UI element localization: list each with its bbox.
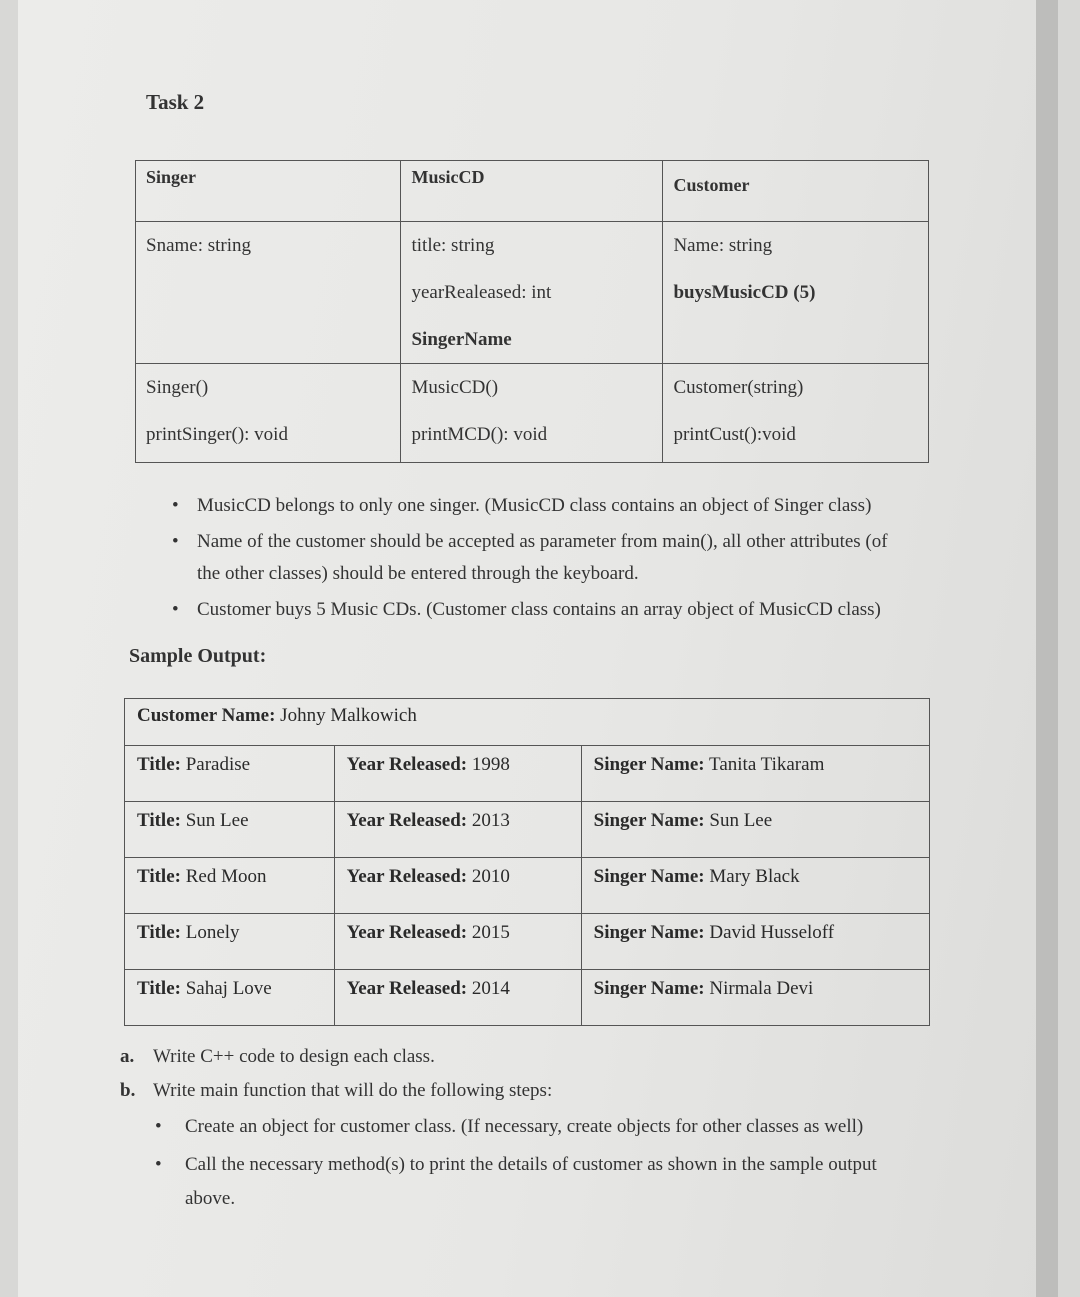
- instruction-text: Write C++ code to design each class.: [153, 1046, 435, 1067]
- title-label: Title:: [137, 866, 181, 887]
- title-label: Title:: [137, 810, 181, 831]
- musiccd-method: printMCD(): void: [411, 424, 548, 445]
- singer-label: Singer Name:: [593, 922, 705, 943]
- singer-label: Singer Name:: [593, 978, 705, 999]
- year-value: 2015: [471, 922, 510, 943]
- task-title: Task 2: [146, 90, 205, 114]
- customer-name-cell: [125, 699, 930, 746]
- year-value: 1998: [471, 754, 510, 775]
- singer-attribute: Sname: string: [146, 235, 252, 256]
- singer-label: Singer Name:: [593, 866, 705, 887]
- singer-value: Tanita Tikaram: [709, 754, 825, 775]
- customer-name-label: Customer Name:: [137, 705, 276, 726]
- singer-methods: [136, 364, 401, 463]
- title-value: Sun Lee: [185, 810, 249, 831]
- singer-attributes: [136, 222, 401, 364]
- table-row: [125, 914, 930, 970]
- requirement-item: • MusicCD belongs to only one singer. (MusicCD class contains an object of Singer class): [172, 490, 902, 522]
- customer-attribute: Name: string: [673, 235, 773, 256]
- customer-class-name: Customer: [663, 161, 929, 222]
- title-label: Title:: [137, 754, 181, 775]
- sample-output-label: Sample Output:: [129, 645, 267, 667]
- singer-value: Sun Lee: [709, 810, 773, 831]
- sub-step-list: [155, 1110, 915, 1220]
- year-label: Year Released:: [346, 922, 468, 943]
- sub-step-item: • Create an object for customer class. (If necessary, create objects for other classes as well): [155, 1110, 915, 1144]
- customer-method: printCust():void: [673, 424, 796, 445]
- customer-methods: [663, 364, 929, 463]
- title-value: Lonely: [185, 922, 240, 943]
- singer-label: Singer Name:: [593, 810, 705, 831]
- year-label: Year Released:: [346, 810, 468, 831]
- year-value: 2010: [471, 866, 510, 887]
- customer-name-value: Johny Malkowich: [280, 705, 417, 726]
- singer-class-name: Singer: [136, 161, 401, 222]
- year-label: Year Released:: [346, 866, 468, 887]
- sub-step-item: • Call the necessary method(s) to print the details of customer as shown in the sample output above.: [155, 1148, 915, 1216]
- instruction-text: Write main function that will do the following steps:: [153, 1080, 553, 1101]
- instruction-marker: b.: [120, 1080, 136, 1101]
- singer-method: printSinger(): void: [146, 424, 288, 445]
- singer-value: Nirmala Devi: [709, 978, 814, 999]
- instruction-item: [120, 1040, 552, 1074]
- requirement-item: • Name of the customer should be accepted as parameter from main(), all other attributes (of the other classes) should be entered through the keyboard.: [172, 526, 902, 590]
- year-value: 2014: [471, 978, 510, 999]
- customer-attributes: [663, 222, 929, 364]
- singer-label: Singer Name:: [593, 754, 705, 775]
- uml-class-table: [135, 160, 929, 463]
- singer-value: David Husseloff: [709, 922, 835, 943]
- musiccd-attribute: SingerName: [411, 329, 512, 350]
- instruction-marker: a.: [120, 1046, 135, 1067]
- title-label: Title:: [137, 922, 181, 943]
- requirements-list: [172, 490, 902, 630]
- customer-method: Customer(string): [673, 377, 804, 398]
- title-value: Paradise: [185, 754, 251, 775]
- musiccd-method: MusicCD(): [411, 377, 499, 398]
- instruction-list: [120, 1040, 552, 1108]
- page-edge-shadow: [1036, 0, 1058, 1297]
- musiccd-attributes: [401, 222, 663, 364]
- year-value: 2013: [471, 810, 510, 831]
- title-value: Sahaj Love: [185, 978, 272, 999]
- musiccd-attribute: yearRealeased: int: [411, 282, 552, 303]
- table-row: [125, 802, 930, 858]
- table-row: [125, 858, 930, 914]
- singer-value: Mary Black: [709, 866, 800, 887]
- musiccd-attribute: title: string: [411, 235, 495, 256]
- singer-method: Singer(): [146, 377, 209, 398]
- table-row: [125, 970, 930, 1026]
- title-value: Red Moon: [185, 866, 267, 887]
- instruction-item: [120, 1074, 552, 1108]
- sample-output-table: [124, 698, 930, 1026]
- customer-attribute: buysMusicCD (5): [673, 282, 816, 303]
- title-label: Title:: [137, 978, 181, 999]
- requirement-item: • Customer buys 5 Music CDs. (Customer class contains an array object of MusicCD class): [172, 594, 902, 626]
- table-row: [125, 746, 930, 802]
- year-label: Year Released:: [346, 978, 468, 999]
- musiccd-class-name: MusicCD: [401, 161, 663, 222]
- year-label: Year Released:: [346, 754, 468, 775]
- musiccd-methods: [401, 364, 663, 463]
